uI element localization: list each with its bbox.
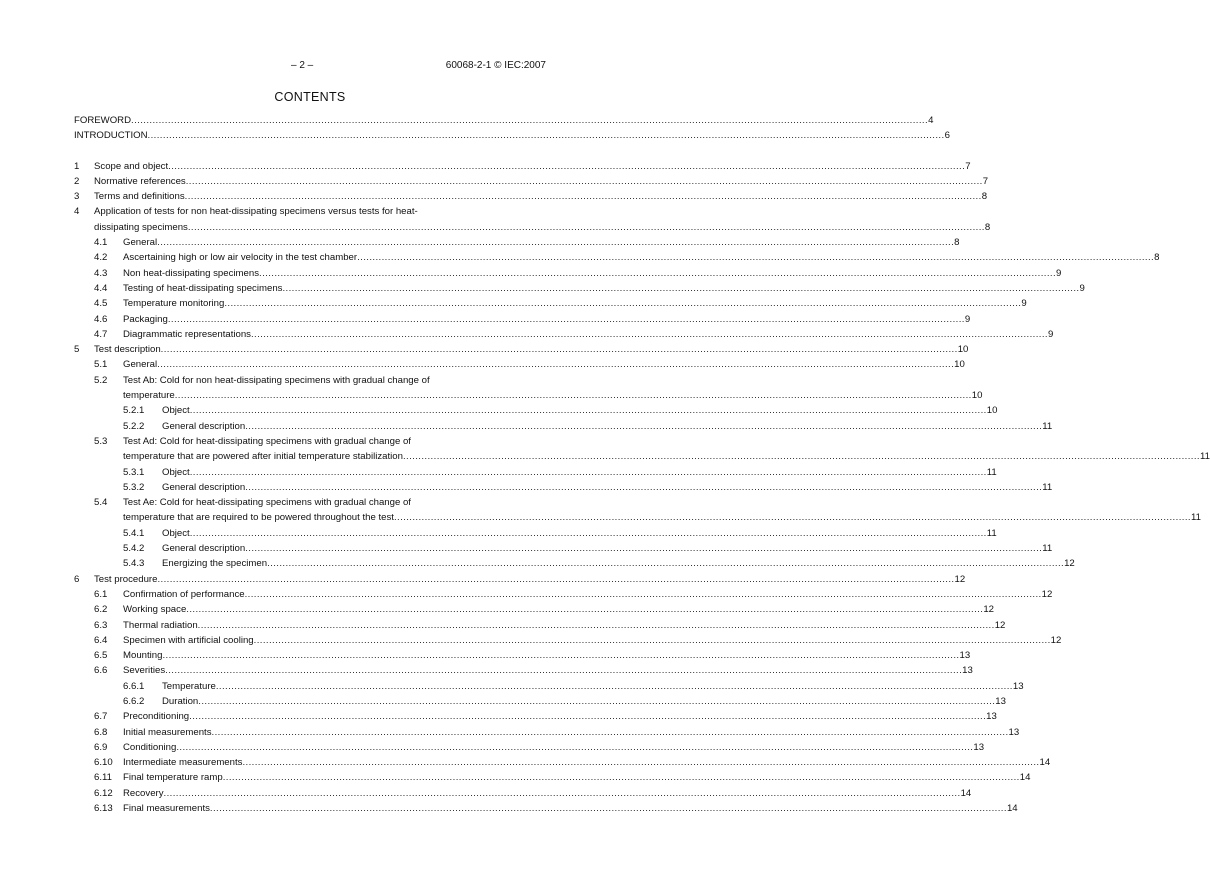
toc-page-number: 14 (960, 787, 972, 799)
toc-leader-dots (251, 329, 1048, 340)
toc-entry-text (123, 296, 1027, 311)
toc-leader-dots (267, 558, 1064, 569)
toc-leader-dots (168, 161, 965, 172)
toc-entry-leader-line (123, 312, 971, 327)
toc-entry-number: 4.3 (94, 267, 108, 279)
toc-leader-dots (131, 115, 928, 126)
contents-title: CONTENTS (274, 90, 346, 104)
toc-entry-number: 6.6 (94, 665, 108, 677)
toc-entry-number: 5 (74, 344, 80, 356)
toc-entry-text (94, 189, 988, 204)
toc-page-number: 10 (954, 359, 965, 371)
toc-entry-text (94, 159, 971, 174)
toc-entry[interactable] (74, 709, 997, 724)
toc-page-number: 7 (965, 160, 971, 172)
toc-entry-title: Object (162, 405, 190, 417)
toc-entry-number: 6.8 (94, 726, 108, 738)
toc-entry-title: dissipating specimens (94, 221, 188, 233)
toc-entry-number: 1 (74, 160, 80, 172)
toc-entry-title: Application of tests for non heat-dissipating specimens versus tests for heat- (94, 206, 418, 218)
toc-leader-dots (198, 620, 995, 631)
toc-entry-number: 4.7 (94, 328, 108, 340)
toc-entry[interactable] (74, 541, 1053, 556)
toc-entry-text (123, 281, 1085, 296)
toc-entry-leader-line (123, 510, 1201, 525)
toc-page-number: 4 (928, 115, 934, 126)
toc-entry-title: temperature that are powered after initial temperature stabilization (123, 451, 403, 463)
toc-leader-dots (157, 359, 954, 370)
toc-entry-text (123, 327, 1054, 342)
toc-entry-leader-line (123, 281, 1085, 296)
toc-entry[interactable] (74, 725, 1020, 740)
toc-entry-text (162, 541, 1053, 556)
toc-entry[interactable] (74, 250, 1160, 265)
toc-leader-dots (186, 176, 983, 187)
toc-page-number: 11 (1200, 451, 1210, 463)
toc-entry-title: temperature (123, 390, 175, 402)
toc-page-number: 9 (1048, 328, 1054, 340)
toc-entry-leader-line (162, 556, 1075, 571)
toc-page-number: 9 (1021, 298, 1027, 310)
toc-entry-text (123, 357, 965, 372)
toc-entry-title: Object (162, 527, 190, 539)
toc-page-number: 10 (957, 344, 969, 356)
toc-page-number: 13 (1012, 680, 1024, 692)
toc-entry-text (123, 709, 997, 724)
toc-page-number: 13 (962, 665, 973, 677)
toc-entry[interactable] (74, 556, 1075, 571)
toc-entry[interactable] (74, 633, 1062, 648)
toc-entry-title: Thermal radiation (123, 619, 198, 631)
toc-entry-title: Normative references (94, 175, 186, 187)
toc-entry[interactable] (74, 266, 1062, 281)
toc-page-number: 13 (986, 711, 997, 723)
toc-entry-number: 6.1 (94, 588, 108, 600)
toc-entry-number: 5.3 (94, 435, 108, 447)
toc-entry[interactable] (74, 373, 983, 404)
toc-entry[interactable] (74, 480, 1053, 495)
toc-entry-title: Test Ad: Cold for heat-dissipating specimens with gradual change of (123, 435, 411, 447)
toc-page-number: 12 (1041, 588, 1053, 600)
toc-entry-leader-line (123, 633, 1062, 648)
toc-entry-text (123, 633, 1062, 648)
toc-entry-number: 5.2 (94, 374, 108, 386)
toc-entry-number: 5.1 (94, 359, 108, 371)
toc-entry-text (123, 235, 960, 250)
toc-entry-title: General description (162, 543, 246, 555)
toc-entry-number: 6.9 (94, 741, 108, 753)
toc-entry-text (74, 113, 934, 128)
toc-entry-number: 6.12 (94, 787, 113, 799)
toc-entry[interactable] (74, 572, 966, 587)
toc-entry[interactable] (74, 602, 994, 617)
toc-entry-leader-line (123, 770, 1031, 785)
page-number: – 2 – (291, 60, 314, 71)
toc-page-number: 13 (1008, 726, 1020, 738)
toc-leader-dots (245, 543, 1042, 554)
toc-entry-title: Preconditioning (123, 711, 190, 723)
toc-entry-number: 5.4.2 (123, 543, 145, 555)
toc-entry-title: Diagrammatic representations (123, 328, 251, 340)
toc-entry-text (94, 572, 966, 587)
toc-entry-number: 5.4 (94, 497, 108, 509)
toc-entry[interactable] (74, 342, 969, 357)
toc-entry-number: 5.3.2 (123, 481, 145, 493)
toc-entry-number: 2 (74, 175, 80, 187)
toc-entry-title: Scope and object (94, 160, 169, 172)
toc-leader-dots (210, 803, 1007, 814)
toc-leader-dots (403, 451, 1200, 462)
toc-entry-title: Test procedure (94, 573, 158, 585)
toc-leader-dots (168, 314, 965, 325)
toc-leader-dots (157, 574, 954, 585)
toc-entry-number: 6 (74, 573, 80, 585)
toc-leader-dots (190, 528, 987, 539)
toc-entry-leader-line (94, 174, 989, 189)
toc-page-number: 6 (944, 130, 950, 142)
toc-entry-text (123, 663, 973, 678)
toc-leader-dots (176, 742, 973, 753)
toc-entry-text (123, 250, 1160, 265)
toc-entry-leader-line (123, 740, 985, 755)
toc-entry-leader-line (123, 709, 997, 724)
toc-entry-leader-line (123, 388, 983, 403)
toc-entry-number: 4.2 (94, 252, 108, 264)
toc-entry-leader-line (94, 189, 988, 204)
toc-leader-dots (148, 130, 945, 141)
toc-entry-number: 4.5 (94, 298, 108, 310)
toc-entry-text (123, 434, 1210, 465)
toc-entry-text (123, 587, 1053, 602)
toc-entry[interactable] (74, 113, 934, 128)
toc-entry-title: Test description (94, 344, 161, 356)
toc-entry-title: General description (162, 420, 246, 432)
toc-entry-leader-line (162, 480, 1053, 495)
toc-entry[interactable] (74, 159, 971, 174)
toc-page-number: 14 (1019, 772, 1031, 784)
toc-entry-text (162, 526, 997, 541)
toc-page-number: 12 (1050, 634, 1062, 646)
toc-page-number: 10 (986, 405, 998, 417)
toc-entry-leader-line (123, 618, 1006, 633)
toc-leader-dots (357, 252, 1154, 263)
toc-entry-text (162, 679, 1024, 694)
toc-page-number: 11 (1042, 481, 1053, 493)
toc-entry-text (123, 312, 971, 327)
toc-page-number: 12 (983, 604, 994, 616)
toc-entry-title: Severities (123, 665, 166, 677)
toc-entry-leader-line (162, 526, 997, 541)
toc-entry-text (123, 740, 985, 755)
toc-entry-number: 6.6.2 (123, 695, 145, 707)
toc-page-number: 12 (954, 573, 966, 585)
toc-entry-title: Testing of heat-dissipating specimens (123, 282, 283, 294)
toc-entry[interactable] (74, 526, 997, 541)
toc-entry[interactable] (74, 663, 973, 678)
toc-entry[interactable] (74, 327, 1054, 342)
toc-entry[interactable] (74, 770, 1031, 785)
toc-leader-dots (198, 696, 995, 707)
toc-entry[interactable] (74, 587, 1053, 602)
toc-entry-text (123, 266, 1062, 281)
toc-entry[interactable] (74, 755, 1051, 770)
toc-entry-title: Specimen with artificial cooling (123, 634, 254, 646)
toc-leader-dots (254, 635, 1051, 646)
toc-entry-number: 5.4.1 (123, 527, 145, 539)
toc-entry-title: Temperature (162, 680, 216, 692)
toc-entry-number: 6.4 (94, 634, 108, 646)
toc-entry[interactable] (74, 694, 1006, 709)
toc-entry-leader-line (74, 128, 950, 143)
toc-page-number: 11 (1190, 512, 1201, 524)
toc-entry-text (123, 495, 1201, 526)
toc-leader-dots (245, 421, 1042, 432)
toc-entry-title: Final measurements (123, 803, 210, 815)
toc-entry-title: Temperature monitoring (123, 298, 225, 310)
toc-leader-dots (188, 222, 985, 233)
toc-page-number: 7 (982, 175, 989, 187)
toc-entry[interactable] (74, 434, 1210, 465)
toc-page-number: 9 (1056, 267, 1062, 279)
toc-entry-number: 6.10 (94, 757, 113, 769)
document-reference: 60068-2-1 © IEC:2007 (445, 60, 546, 71)
toc-page-number: 11 (1042, 543, 1053, 555)
toc-entry[interactable] (74, 465, 997, 480)
toc-page-number: 9 (1079, 282, 1085, 294)
toc-page-number: 8 (954, 237, 960, 249)
toc-entry-text (94, 174, 989, 189)
toc-page-number: 12 (994, 619, 1006, 631)
toc-leader-dots (245, 589, 1042, 600)
toc-entry-line (123, 434, 546, 449)
toc-leader-dots (185, 191, 982, 202)
toc-entry[interactable] (74, 204, 991, 235)
toc-page-number: 12 (1064, 558, 1075, 570)
toc-entry[interactable] (74, 618, 1006, 633)
toc-entry-line (123, 373, 546, 388)
toc-entry-leader-line (123, 250, 1160, 265)
toc-page-number: 9 (964, 313, 971, 325)
toc-entry-title: Duration (162, 695, 199, 707)
toc-entry-text (123, 770, 1031, 785)
toc-leader-dots (224, 298, 1021, 309)
toc-entry-leader-line (123, 327, 1054, 342)
toc-page-number: 8 (981, 191, 988, 203)
toc-leader-dots (212, 727, 1009, 738)
toc-entry-leader-line (123, 602, 994, 617)
toc-page-number: 13 (959, 650, 971, 662)
toc-entry[interactable] (74, 357, 965, 372)
toc-entry[interactable] (74, 281, 1085, 296)
toc-entry-number: 6.5 (94, 650, 108, 662)
toc-leader-dots (259, 268, 1056, 279)
toc-entry-title: Energizing the specimen (162, 558, 268, 570)
toc-entry-text (123, 602, 994, 617)
toc-leader-dots (242, 757, 1039, 768)
toc-entry-title: Initial measurements (123, 726, 212, 738)
toc-entry-title: General (123, 237, 158, 249)
toc-entry-leader-line (123, 296, 1027, 311)
toc-entry-leader-line (123, 755, 1051, 770)
toc-entry-line (123, 495, 546, 510)
toc-leader-dots (190, 467, 987, 478)
toc-page-number: 13 (995, 695, 1006, 707)
toc-entry[interactable] (74, 786, 972, 801)
toc-leader-dots (165, 665, 962, 676)
toc-entry-title: Non heat-dissipating specimens (123, 267, 259, 279)
toc-entry-leader-line (123, 449, 1210, 464)
toc-entry-number: 3 (74, 191, 80, 203)
toc-entry-leader-line (162, 694, 1006, 709)
toc-entry[interactable] (74, 403, 998, 418)
toc-entry-title: Conditioning (123, 741, 177, 753)
toc-entry-title: Packaging (123, 313, 168, 325)
toc-entry-text (162, 465, 997, 480)
toc-entry-line (94, 204, 546, 219)
toc-entry[interactable] (74, 189, 988, 204)
toc-entry-text (74, 128, 950, 143)
toc-entry-text (123, 755, 1051, 770)
toc-entry-number: 6.11 (94, 772, 112, 784)
toc-entry-title: FOREWORD (74, 115, 132, 126)
toc-entry[interactable] (74, 679, 1024, 694)
toc-entry-number: 6.6.1 (123, 680, 145, 692)
toc-page-number: 11 (1042, 420, 1053, 432)
toc-entry-leader-line (74, 113, 934, 128)
toc-entry[interactable] (74, 801, 1018, 816)
toc-entry-number: 4.6 (94, 313, 108, 325)
toc-entry-title: Terms and definitions (94, 191, 185, 203)
toc-page-number: 13 (973, 741, 985, 753)
toc-page-number: 8 (984, 221, 991, 233)
toc-entry-title: Final temperature ramp (123, 772, 223, 784)
toc-entry-leader-line (94, 220, 991, 235)
toc-entry-title: General description (162, 481, 246, 493)
toc-entry-number: 6.7 (94, 711, 108, 723)
toc-entry-number: 6.3 (94, 619, 108, 631)
toc-entry[interactable] (74, 296, 1027, 311)
toc-entry-number: 5.4.3 (123, 558, 145, 570)
toc-entry-leader-line (123, 801, 1018, 816)
toc-entry-leader-line (123, 357, 965, 372)
toc-leader-dots (175, 390, 972, 401)
toc-entry-number: 4 (74, 206, 80, 218)
toc-entry-title: Object (162, 466, 190, 478)
toc-entry-number: 6.2 (94, 604, 108, 616)
toc-entry[interactable] (74, 128, 950, 143)
toc-entry-title: Confirmation of performance (123, 588, 245, 600)
toc-entry-leader-line (123, 587, 1053, 602)
toc-entry-text (94, 342, 969, 357)
toc-entry-leader-line (162, 541, 1053, 556)
toc-entry-number: 4.4 (94, 282, 108, 294)
toc-entry-text (123, 373, 983, 404)
toc-page-number: 8 (1154, 252, 1160, 264)
toc-entry[interactable] (74, 419, 1053, 434)
table-of-contents (74, 113, 1210, 816)
toc-entry[interactable] (74, 312, 971, 327)
toc-entry-text (123, 786, 972, 801)
toc-entry-number: 5.3.1 (123, 466, 145, 478)
toc-entry-number: 6.13 (94, 803, 113, 815)
toc-leader-dots (245, 482, 1042, 493)
toc-entry-title: temperature that are required to be powered throughout the test (123, 512, 394, 524)
toc-leader-dots (216, 681, 1013, 692)
toc-entry-leader-line (94, 572, 966, 587)
toc-entry-number: 4.1 (94, 237, 108, 249)
toc-entry-leader-line (162, 679, 1024, 694)
toc-entry-number: 5.2.2 (123, 420, 145, 432)
toc-entry-title: Ascertaining high or low air velocity in the test chamber (123, 252, 358, 264)
toc-leader-dots (161, 344, 958, 355)
toc-entry-text (162, 419, 1053, 434)
toc-page-number: 14 (1006, 803, 1018, 815)
toc-entry-title: Test Ab: Cold for non heat-dissipating specimens with gradual change of (123, 374, 430, 386)
toc-entry-text (162, 556, 1075, 571)
toc-leader-dots (186, 604, 983, 615)
toc-leader-dots (282, 283, 1079, 294)
toc-page-number: 11 (986, 466, 997, 478)
toc-entry-title: Mounting (123, 650, 163, 662)
toc-entry[interactable] (74, 648, 971, 663)
toc-entry-text (94, 204, 991, 235)
toc-entry-title: INTRODUCTION (74, 130, 148, 142)
toc-leader-dots (162, 650, 959, 661)
toc-entry-leader-line (123, 786, 972, 801)
toc-entry[interactable] (74, 174, 989, 189)
toc-entry-title: General (123, 359, 158, 371)
toc-entry-text (123, 801, 1018, 816)
toc-entry-text (162, 694, 1006, 709)
toc-entry-leader-line (94, 342, 969, 357)
toc-entry-number: 5.2.1 (123, 405, 145, 417)
toc-entry-leader-line (162, 403, 998, 418)
toc-entry-leader-line (123, 266, 1062, 281)
toc-page-number: 11 (986, 527, 997, 539)
toc-entry-leader-line (123, 725, 1020, 740)
toc-entry-leader-line (162, 465, 997, 480)
toc-entry-title: Recovery (123, 787, 164, 799)
toc-entry-title: Test Ae: Cold for heat-dissipating specimens with gradual change of (123, 497, 411, 509)
toc-entry-leader-line (123, 663, 973, 678)
toc-entry-leader-line (123, 648, 971, 663)
toc-leader-dots (157, 237, 954, 248)
page-header (0, 60, 620, 74)
toc-page-number: 14 (1039, 757, 1051, 769)
toc-page-number: 10 (971, 390, 983, 402)
toc-leader-dots (189, 711, 986, 722)
toc-entry-leader-line (162, 419, 1053, 434)
toc-leader-dots (164, 788, 961, 799)
toc-entry-text (162, 480, 1053, 495)
toc-leader-dots (190, 405, 987, 416)
toc-entry-text (123, 618, 1006, 633)
toc-entry[interactable] (74, 495, 1201, 526)
toc-leader-dots (394, 512, 1191, 523)
toc-leader-dots (223, 772, 1020, 783)
toc-entry[interactable] (74, 740, 985, 755)
toc-entry[interactable] (74, 235, 960, 250)
toc-entry-text (123, 725, 1020, 740)
toc-entry-title: Intermediate measurements (123, 757, 243, 769)
toc-entry-title: Working space (123, 604, 187, 616)
toc-entry-leader-line (94, 159, 971, 174)
toc-entry-leader-line (123, 235, 960, 250)
toc-entry-text (162, 403, 998, 418)
toc-entry-text (123, 648, 971, 663)
